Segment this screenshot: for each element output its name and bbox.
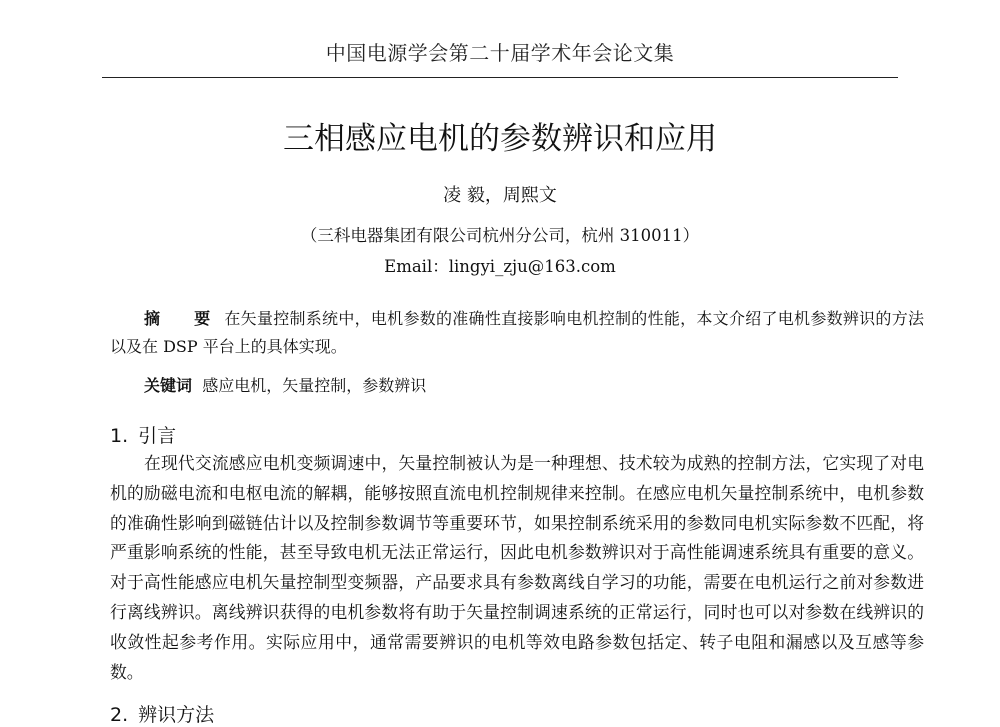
section-number: 1. — [110, 425, 129, 447]
header-rule — [102, 77, 898, 78]
author-email: Email：lingyi_zju@163.com — [384, 257, 616, 276]
section-heading-introduction — [110, 421, 176, 448]
section-heading-method — [110, 700, 214, 727]
abstract-label: 摘 要 — [144, 309, 225, 328]
keywords — [144, 372, 426, 400]
running-header: 中国电源学会第二十届学术年会论文集 — [325, 41, 675, 65]
paper-authors: 凌 毅，周熙文 — [443, 185, 557, 206]
section-title: 辨识方法 — [138, 704, 215, 726]
abstract — [110, 305, 924, 361]
introduction-paragraph: 在现代交流感应电机变频调速中，矢量控制被认为是一种理想、技术较为成熟的控制方法，它实现了对电机的励磁电流和电枢电流的解耦，能够按照直流电机控制规律来控制。在感应电机矢量控制系统中，电机参数的准确性影响到磁链估计以及控制参数调节等重要环节，如果控制系统采用的参数同电机实际参数不匹配，将严重影响系统的性能，甚至导致电机无法正常运行，因此电机参数辨识对于高性能调速系统具有重要的意义。对于高性能感应电机矢量控制型变频器，产品要求具有参数离线自学习的功能，需要在电机运行之前对参数进行离线辨识。离线辨识获得的电机参数将有助于矢量控制调速系统的正常运行，同时也可以对参数在线辨识的收敛性起参考作用。实际应用中，通常需要辨识的电机等效电路参数包括定、转子电阻和漏感以及互感等参数。 — [110, 453, 924, 682]
section-title: 引言 — [138, 425, 177, 447]
abstract-text: 在矢量控制系统中，电机参数的准确性直接影响电机控制的性能，本文介绍了电机参数辨识的方法以及在 DSP 平台上的具体实现。 — [110, 309, 924, 356]
keywords-text: 感应电机，矢量控制，参数辨识 — [202, 376, 427, 395]
section-number: 2. — [110, 704, 129, 726]
paper-title: 三相感应电机的参数辨识和应用 — [283, 121, 717, 157]
paper-affiliation: （三科电器集团有限公司杭州分公司，杭州 310011） — [300, 226, 700, 245]
keywords-label: 关键词 — [144, 376, 193, 395]
